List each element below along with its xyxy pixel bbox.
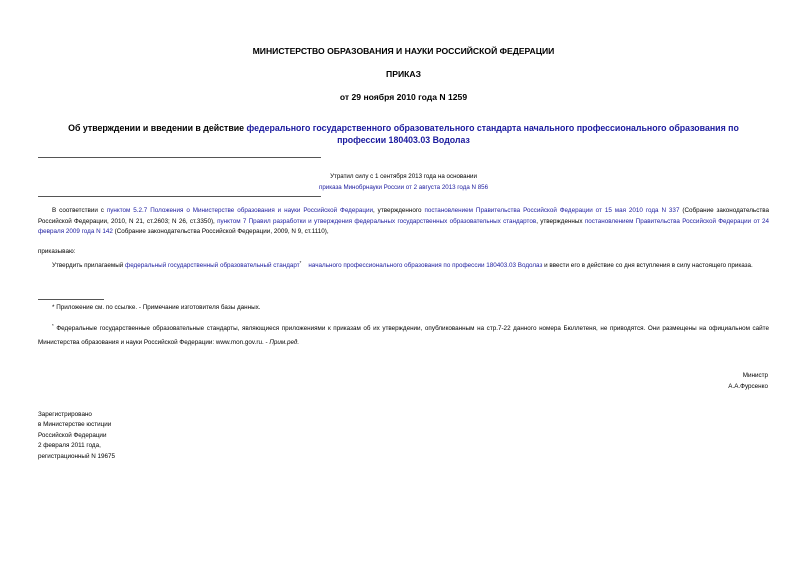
registration-block [38, 410, 115, 462]
preamble-text-3: (Собрание законодательства Российской Федерации, 2010, N 21, ст.2603; N 26, ст.3350), [38, 207, 770, 225]
footnote-database: * Приложение см. по ссылке. - Примечание изготовителя базы данных. [52, 304, 261, 311]
approval-paragraph [38, 259, 769, 272]
signatory-name: А.А.Фурсенко [728, 382, 768, 390]
expired-order-link[interactable]: приказа Минобрнауки России от 2 августа 2013 года N 856 [318, 184, 489, 191]
document-type-heading: ПРИКАЗ [386, 69, 421, 79]
registration-line: в Министерстве юстиции [38, 421, 112, 429]
signatory-position: Министр [742, 372, 768, 379]
resolution-142-link[interactable]: постановлением Правительства Российской Федерации от 24 февраля 2009 года N 142 [38, 217, 769, 235]
title-prefix: Об утверждении и введении в действие [68, 123, 247, 133]
preamble-text-4: , утвержденных [536, 217, 585, 225]
order-date-heading: от 29 ноября 2010 года N 1259 [339, 92, 468, 102]
ministry-heading: МИНИСТЕРСТВО ОБРАЗОВАНИЯ И НАУКИ РОССИЙСКОЙ ФЕДЕРАЦИИ [252, 46, 555, 56]
rules-clause-link[interactable]: пунктом 7 Правил разработки и утверждения федеральных государственных образовательных стандартов [217, 217, 537, 225]
signature-block [728, 371, 768, 392]
standard-link[interactable]: федеральный государственный образовательный стандарт [125, 262, 300, 269]
preamble-text-2: , утвержденного [373, 207, 425, 214]
registration-line: регистрационный N 19675 [38, 452, 116, 460]
registration-line: 2 февраля 2011 года, [38, 442, 101, 450]
divider-bottom [38, 196, 321, 197]
order-verb: приказываю: [38, 248, 76, 255]
footnote-editorial-text: Федеральные государственные образовательные стандарты, являющиеся приложениями к приказам об их утверждении, опубликованным на стр.7-22 данного номера Бюллетеня, не приводятся. Они размещены на официальном сайте Министерства образования и науки Российской Федерации: www.mon.gov.ru. - [38, 325, 769, 346]
regulation-clause-link[interactable]: пунктом 5.2.7 Положения о Министерстве образования и науки Российской Федерации [106, 207, 374, 214]
preamble-paragraph [38, 206, 769, 238]
footnote-divider [38, 299, 104, 300]
profession-standard-link[interactable]: начального профессионального образования по профессии 180403.03 Водолаз [308, 262, 543, 269]
resolution-337-link[interactable]: постановлением Правительства Российской Федерации от 15 мая 2010 года N 337 [424, 207, 680, 214]
expired-notice [0, 171, 807, 193]
preamble-text-1: В соответствии с [52, 207, 107, 214]
registration-line: Российской Федерации [38, 431, 107, 439]
title-standard-link[interactable]: федерального государственного образовательного стандарта начального профессионального образования по профессии 180403.03 Водолаз [246, 123, 739, 145]
footnote-marker: * [299, 259, 302, 265]
registration-line: Зарегистрировано [38, 411, 92, 418]
expired-notice-text: Утратил силу с 1 сентября 2013 года на основании [330, 173, 477, 180]
approval-text-2: и ввести его в действие со дня вступления в силу настоящего приказа. [542, 262, 753, 269]
footnote-editorial [38, 322, 769, 350]
footnote-editorial-marker: * [52, 322, 54, 328]
editor-note: Прим.ред. [269, 339, 300, 346]
preamble-text-5: (Собрание законодательства Российской Федерации, 2009, N 9, ст.1110), [112, 228, 329, 235]
approval-text-1: Утвердить прилагаемый [52, 262, 126, 269]
divider-top [38, 157, 321, 158]
order-title [50, 122, 757, 146]
